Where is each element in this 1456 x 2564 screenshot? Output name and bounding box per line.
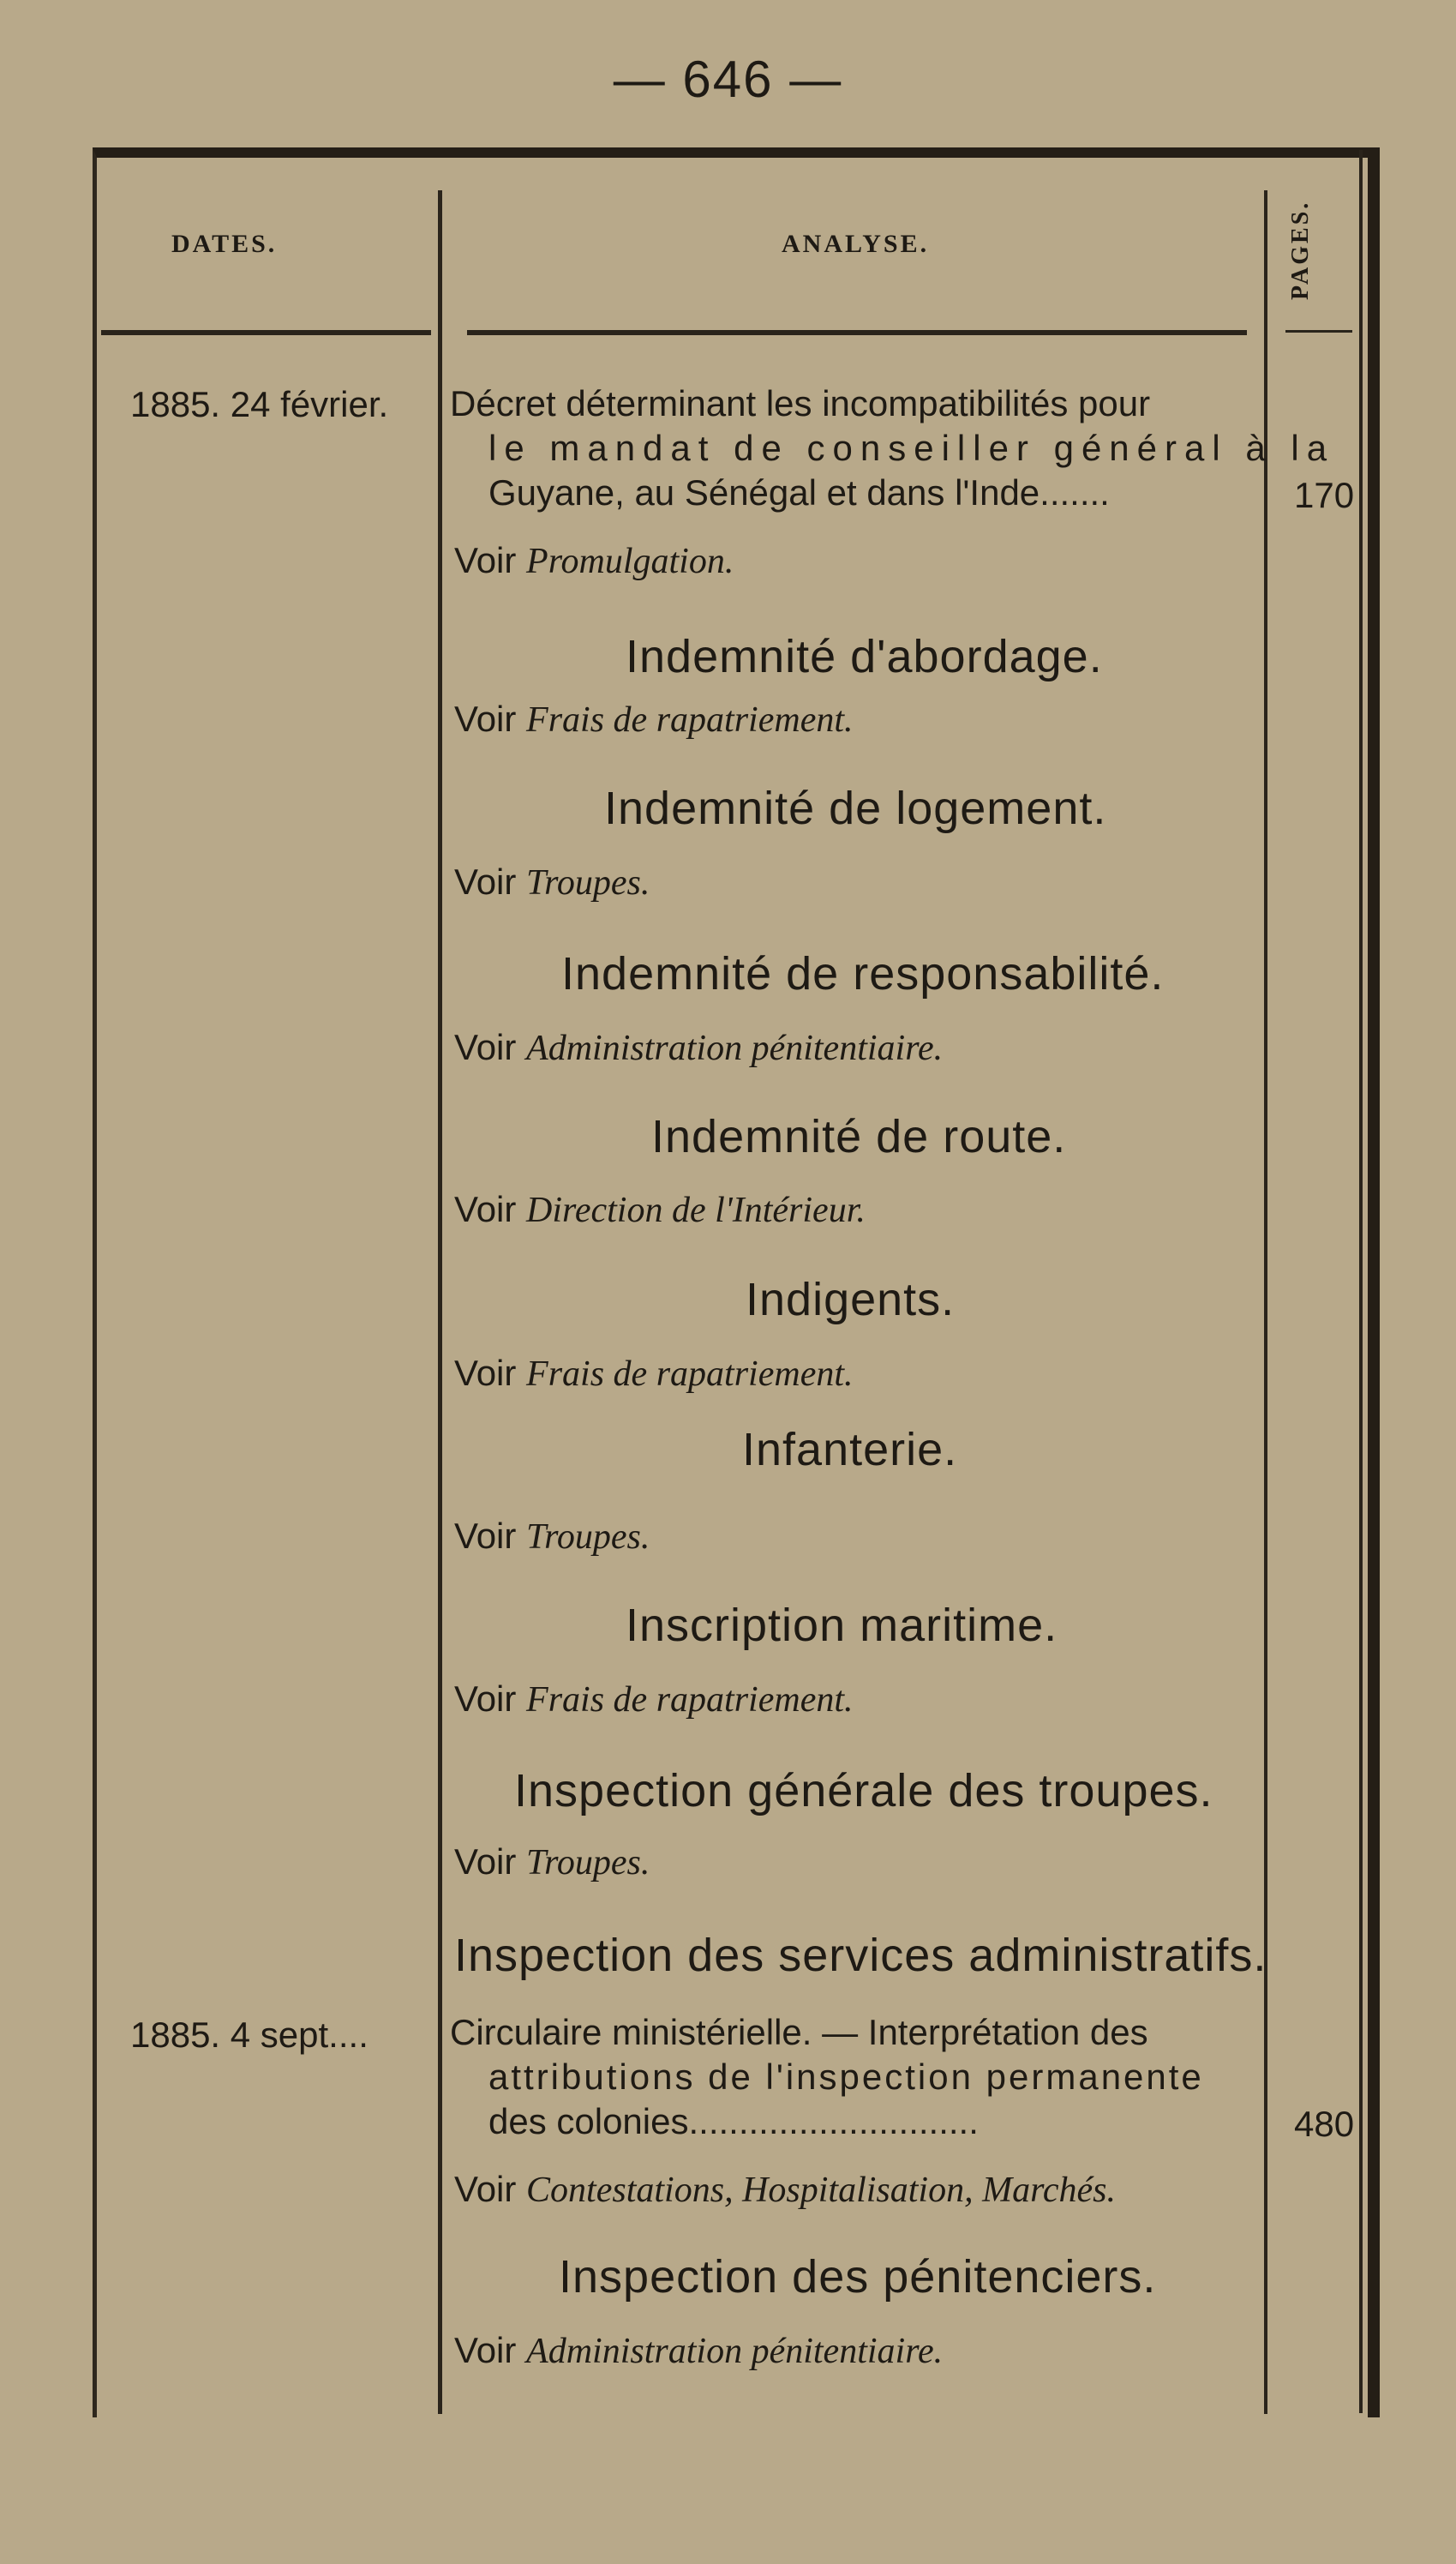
cross-reference: Voir Frais de rapatriement. [454,699,854,740]
cross-reference: Voir Troupes. [454,1516,650,1557]
entry-text-line: Circulaire ministérielle. — Interprétation des [450,2012,1148,2052]
index-heading: Infanterie. [742,1424,958,1475]
entry-text-line: attributions de l'inspection permanente [488,2057,1204,2097]
entry-text-line: le mandat de conseiller général à la [488,428,1335,468]
index-heading: Indemnité d'abordage. [626,631,1103,682]
index-heading: Inspection générale des troupes. [514,1765,1213,1816]
entry-page-number: 480 [1294,2104,1355,2144]
cross-reference: Voir Administration pénitentiaire. [454,1027,944,1068]
header-rule-dates [101,330,431,335]
cross-reference: Voir Administration pénitentiaire. [454,2330,944,2371]
index-heading: Inspection des pénitenciers. [559,2251,1157,2303]
entry-page-number: 170 [1294,475,1355,515]
cross-reference: Voir Direction de l'Intérieur. [454,1189,866,1230]
index-heading: Indemnité de route. [651,1111,1067,1162]
entry-text-line: Décret déterminant les incompatibilités pour [450,383,1151,423]
index-heading: Indigents. [746,1274,956,1325]
cross-reference: Voir Promulgation. [454,540,734,581]
index-heading: Indemnité de responsabilité. [561,948,1165,1000]
cross-reference: Voir Frais de rapatriement. [454,1678,854,1720]
cross-reference: Voir Troupes. [454,1841,650,1882]
page-number: — 646 — [613,51,843,108]
index-heading: Inscription maritime. [626,1600,1058,1651]
index-heading: Inspection des services administratifs. [454,1930,1267,1981]
cross-reference: Voir Frais de rapatriement. [454,1353,854,1394]
index-heading: Indemnité de logement. [604,783,1107,834]
entry-date: 1885. 24 février. [130,384,389,424]
entry-date: 1885. 4 sept.... [130,2015,368,2055]
column-header-pages: PAGES. [1287,200,1314,300]
cross-reference: Voir Contestations, Hospitalisation, Marchés. [454,2169,1117,2210]
column-header-analyse: ANALYSE. [782,230,930,258]
column-divider-pages [1264,190,1267,2414]
header-rule-analyse [467,330,1247,335]
column-divider-dates [438,190,442,2414]
header-rule-pages [1285,330,1352,333]
entry-text-line: des colonies............................. [488,2101,979,2141]
column-divider-outer [1359,150,1363,2413]
entry-text-line: Guyane, au Sénégal et dans l'Inde....... [488,472,1110,513]
cross-reference: Voir Troupes. [454,862,650,903]
column-header-dates: DATES. [171,230,278,258]
